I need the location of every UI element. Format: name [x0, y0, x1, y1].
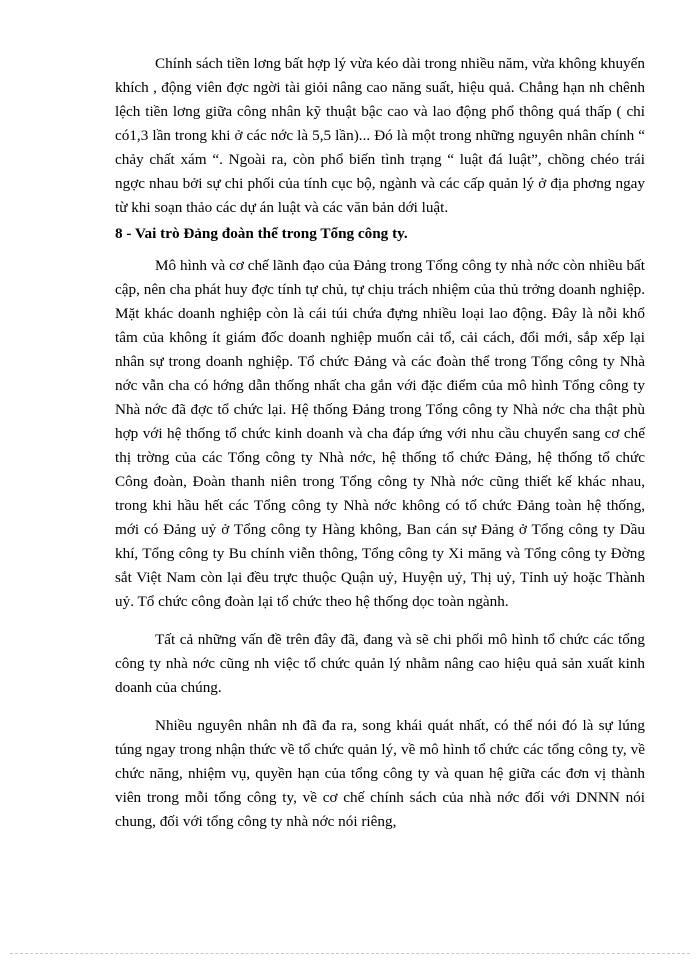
section-heading-party-role: 8 - Vai trò Đảng đoàn thể trong Tổng công ty.: [115, 225, 408, 242]
document-body: [115, 52, 645, 834]
page-bottom-divider: [10, 953, 690, 954]
paragraph-issues-summary: Tất cả những vấn đề trên đây đã, đang và sẽ chi phối mô hình tổ chức các tổng công ty nhà nớc cũng nh việc tổ chức quản lý nhằm nâng cao hiệu quả sản xuất kinh doanh của chúng.: [115, 631, 645, 696]
paragraph-causes: Nhiều nguyên nhân nh đã đa ra, song khái quát nhất, có thể nói đó là sự lúng túng ngay trong nhận thức về tổ chức quản lý, về mô hình tổ chức các tổng công ty, về chức năng, nhiệm vụ, quyền hạn của tổng công ty và quan hệ giữa các đơn vị thành viên trong mỗi tổng công ty, về cơ chế chính sách của nhà nớc đối với DNNN nói chung, đối với tổng công ty nhà nớc nói riêng,: [115, 717, 645, 830]
paragraph-salary-policy: Chính sách tiền lơng bất hợp lý vừa kéo dài trong nhiều năm, vừa không khuyến khích , động viên đợc ngời tài giỏi nâng cao năng suất, hiệu quả. Chẳng hạn nh chênh lệch tiền lơng giữa công nhân kỹ thuật bậc cao và lao động phổ thông quá thấp ( chỉ có1,3 lần trong khi ở các nớc là 5,5 lần)... Đó là một trong những nguyên nhân chính “ chảy chất xám “. Ngoài ra, còn phổ biến tình trạng “ luật đá luật”, chồng chéo trái ngợc nhau bởi sự chi phối của tính cục bộ, ngành và các cấp quản lý ở địa phơng ngay từ khi soạn thảo các dự án luật và các văn bản dới luật.: [115, 55, 645, 216]
paragraph-party-model: Mô hình và cơ chế lãnh đạo của Đảng trong Tổng công ty nhà nớc còn nhiều bất cập, nên cha phát huy đợc tính tự chủ, tự chịu trách nhiệm của thủ trởng doanh nghiệp. Mặt khác doanh nghiệp còn là cái túi chứa đựng nhiều loại lao động. Đây là nỗi khổ tâm của không ít giám đốc doanh nghiệp muốn cải tổ, cải cách, đổi mới, sắp xếp lại nhân sự trong doanh nghiệp. Tổ chức Đảng và các đoàn thể trong Tổng công ty Nhà nớc vẫn cha có hớng dẫn thống nhất cha gắn với đặc điểm của mô hình Tổng công ty Nhà nớc đã đợc tổ chức lại. Hệ thống Đảng trong Tổng công ty Nhà nớc cha thật phù hợp với hệ thống tổ chức kinh doanh và cha đáp ứng với nhu cầu chuyển sang cơ chế thị trờng của các Tổng công ty Nhà nớc, hệ thống tổ chức Đảng, hệ thống tổ chức Công đoàn, Đoàn thanh niên trong Tổng công ty Nhà nớc cũng thiết kế khác nhau, trong khi hầu hết các Tổng công ty Nhà nớc không có tổ chức Đảng toàn hệ thống, mới có Đảng uỷ ở Tổng công ty Hàng không, Ban cán sự Đảng ở Tổng công ty Dầu khí, Tổng công ty Bu chính viễn thông, Tổng công ty Xi măng và Tổng công ty Đờng sắt Việt Nam còn lại đều trực thuộc Quận uỷ, Huyện uỷ, Thị uỷ, Tỉnh uỷ hoặc Thành uỷ. Tổ chức công đoàn lại tổ chức theo hệ thống dọc toàn ngành.: [115, 257, 645, 610]
